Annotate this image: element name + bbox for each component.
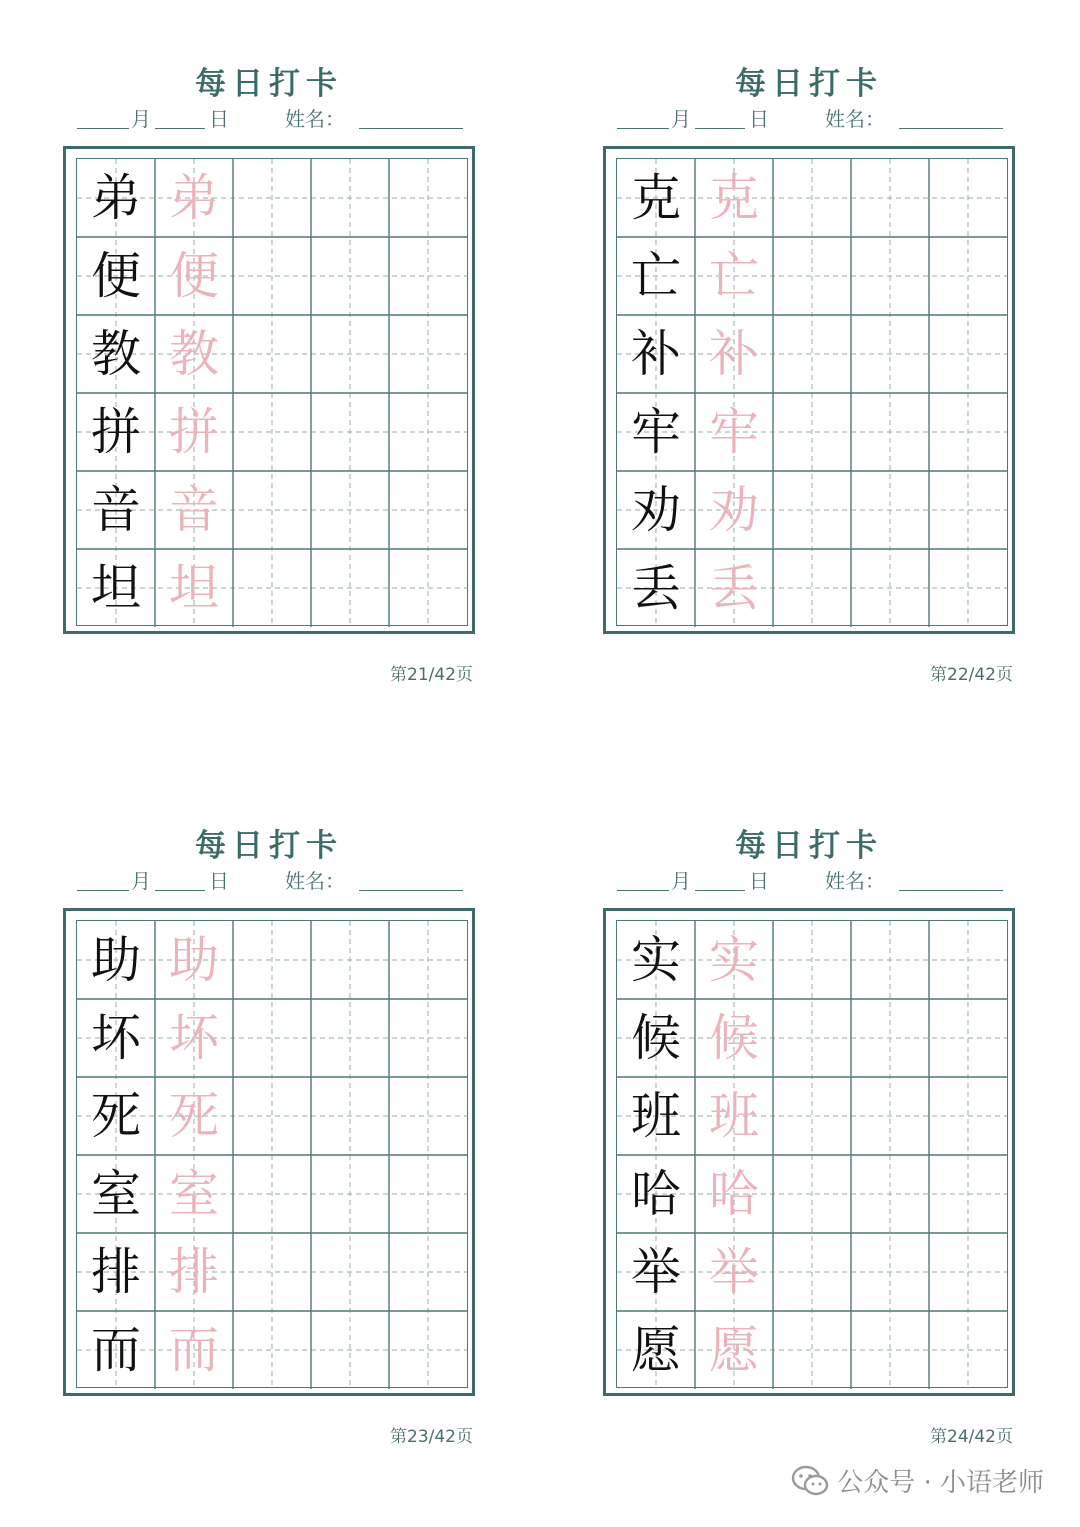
model-character: 丢 xyxy=(631,559,681,617)
month-label: 月 xyxy=(671,869,691,893)
model-character: 亡 xyxy=(631,247,681,305)
model-character: 排 xyxy=(91,1243,141,1301)
worksheet-title: 每日打卡 xyxy=(195,66,343,102)
model-character: 死 xyxy=(91,1087,141,1145)
page-number: 第22/42页 xyxy=(930,665,1013,685)
month-blank[interactable] xyxy=(77,890,129,891)
writing-grid xyxy=(616,920,1008,1388)
worksheet xyxy=(603,820,1043,1460)
model-character: 补 xyxy=(631,325,681,383)
model-character: 拼 xyxy=(91,403,141,461)
month-blank[interactable] xyxy=(77,128,129,129)
month-blank[interactable] xyxy=(617,890,669,891)
trace-character: 助 xyxy=(169,931,219,989)
day-blank[interactable] xyxy=(695,128,745,129)
writing-grid-frame xyxy=(63,146,475,634)
model-character: 坏 xyxy=(91,1009,141,1067)
date-name-row xyxy=(603,868,1043,898)
trace-character: 候 xyxy=(709,1009,759,1067)
day-label: 日 xyxy=(209,107,229,131)
trace-character: 死 xyxy=(169,1087,219,1145)
watermark xyxy=(791,1462,1044,1499)
trace-character: 弟 xyxy=(169,169,219,227)
month-label: 月 xyxy=(131,869,151,893)
model-character: 牢 xyxy=(631,403,681,461)
name-blank[interactable] xyxy=(359,890,463,891)
trace-character: 坏 xyxy=(169,1009,219,1067)
month-blank[interactable] xyxy=(617,128,669,129)
day-label: 日 xyxy=(749,869,769,893)
model-character: 举 xyxy=(631,1243,681,1301)
name-blank[interactable] xyxy=(899,890,1003,891)
trace-character: 音 xyxy=(169,481,219,539)
name-blank[interactable] xyxy=(359,128,463,129)
model-character: 便 xyxy=(91,247,141,305)
trace-character: 牢 xyxy=(709,403,759,461)
writing-grid xyxy=(616,158,1008,626)
worksheet-title: 每日打卡 xyxy=(735,828,883,864)
model-character: 候 xyxy=(631,1009,681,1067)
name-blank[interactable] xyxy=(899,128,1003,129)
watermark-text: 公众号 · 小语老师 xyxy=(837,1468,1044,1498)
model-character: 室 xyxy=(91,1165,141,1223)
model-character: 教 xyxy=(91,325,141,383)
writing-grid xyxy=(76,158,468,626)
model-character: 克 xyxy=(631,169,681,227)
model-character: 音 xyxy=(91,481,141,539)
worksheet xyxy=(63,820,503,1460)
page-number: 第23/42页 xyxy=(390,1427,473,1447)
writing-grid-frame xyxy=(63,908,475,1396)
day-label: 日 xyxy=(749,107,769,131)
trace-character: 实 xyxy=(709,931,759,989)
model-character: 劝 xyxy=(631,481,681,539)
trace-character: 而 xyxy=(169,1321,219,1379)
trace-character: 补 xyxy=(709,325,759,383)
day-blank[interactable] xyxy=(695,890,745,891)
trace-character: 班 xyxy=(709,1087,759,1145)
trace-character: 哈 xyxy=(709,1165,759,1223)
model-character: 哈 xyxy=(631,1165,681,1223)
trace-character: 举 xyxy=(709,1243,759,1301)
model-character: 实 xyxy=(631,931,681,989)
trace-character: 室 xyxy=(169,1165,219,1223)
trace-character: 丢 xyxy=(709,559,759,617)
trace-character: 便 xyxy=(169,247,219,305)
date-name-row xyxy=(603,106,1043,136)
writing-grid-frame xyxy=(603,908,1015,1396)
name-label: 姓名： xyxy=(285,869,345,893)
writing-grid-frame xyxy=(603,146,1015,634)
day-blank[interactable] xyxy=(155,128,205,129)
trace-character: 愿 xyxy=(709,1321,759,1379)
worksheet-title: 每日打卡 xyxy=(195,828,343,864)
model-character: 班 xyxy=(631,1087,681,1145)
worksheet xyxy=(603,58,1043,698)
trace-character: 教 xyxy=(169,325,219,383)
page-number: 第21/42页 xyxy=(390,665,473,685)
model-character: 而 xyxy=(91,1321,141,1379)
wechat-icon xyxy=(791,1465,829,1497)
name-label: 姓名： xyxy=(285,107,345,131)
trace-character: 劝 xyxy=(709,481,759,539)
worksheet xyxy=(63,58,503,698)
date-name-row xyxy=(63,106,503,136)
date-name-row xyxy=(63,868,503,898)
trace-character: 排 xyxy=(169,1243,219,1301)
trace-character: 坦 xyxy=(169,559,219,617)
trace-character: 拼 xyxy=(169,403,219,461)
trace-character: 克 xyxy=(709,169,759,227)
trace-character: 亡 xyxy=(709,247,759,305)
writing-grid xyxy=(76,920,468,1388)
month-label: 月 xyxy=(671,107,691,131)
name-label: 姓名： xyxy=(825,869,885,893)
model-character: 弟 xyxy=(91,169,141,227)
worksheet-title: 每日打卡 xyxy=(735,66,883,102)
page-number: 第24/42页 xyxy=(930,1427,1013,1447)
day-blank[interactable] xyxy=(155,890,205,891)
day-label: 日 xyxy=(209,869,229,893)
model-character: 愿 xyxy=(631,1321,681,1379)
model-character: 助 xyxy=(91,931,141,989)
model-character: 坦 xyxy=(91,559,141,617)
name-label: 姓名： xyxy=(825,107,885,131)
month-label: 月 xyxy=(131,107,151,131)
